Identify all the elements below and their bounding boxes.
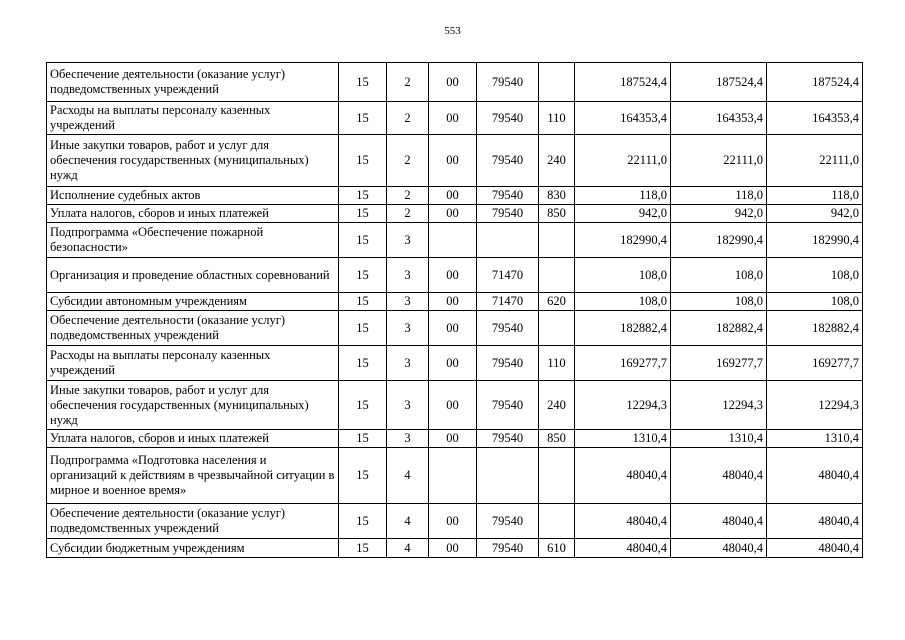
cell-target-article: 79540 [477,381,539,430]
table-row [47,504,863,539]
cell-section: 15 [339,187,387,205]
cell-program: 00 [429,205,477,223]
cell-section: 15 [339,223,387,258]
table-row [47,293,863,311]
cell-amount-3: 187524,4 [767,63,863,102]
cell-name: Иные закупки товаров, работ и услуг для обеспечения государственных (муниципальных) нужд [47,135,339,187]
cell-program: 00 [429,102,477,135]
cell-amount-3: 22111,0 [767,135,863,187]
cell-target-article: 79540 [477,205,539,223]
budget-table [46,62,863,558]
cell-amount-3: 108,0 [767,258,863,293]
cell-amount-3: 182990,4 [767,223,863,258]
cell-target-article: 79540 [477,187,539,205]
cell-section: 15 [339,311,387,346]
cell-amount-2: 48040,4 [671,539,767,558]
table-row [47,102,863,135]
cell-expense-type [539,448,575,504]
cell-amount-3: 108,0 [767,293,863,311]
cell-expense-type: 620 [539,293,575,311]
cell-section: 15 [339,504,387,539]
cell-section: 15 [339,258,387,293]
cell-section: 15 [339,539,387,558]
cell-expense-type: 830 [539,187,575,205]
cell-amount-2: 108,0 [671,258,767,293]
table-body [47,63,863,558]
cell-subsection: 4 [387,539,429,558]
cell-amount-1: 164353,4 [575,102,671,135]
cell-program: 00 [429,539,477,558]
cell-subsection: 4 [387,504,429,539]
cell-program: 00 [429,63,477,102]
cell-program [429,223,477,258]
cell-subsection: 2 [387,205,429,223]
cell-section: 15 [339,102,387,135]
cell-amount-1: 48040,4 [575,448,671,504]
cell-target-article: 79540 [477,504,539,539]
cell-target-article: 79540 [477,311,539,346]
cell-target-article: 79540 [477,539,539,558]
cell-amount-3: 942,0 [767,205,863,223]
cell-expense-type: 240 [539,135,575,187]
cell-name: Субсидии автономным учреждениям [47,293,339,311]
cell-program: 00 [429,258,477,293]
cell-expense-type: 610 [539,539,575,558]
cell-amount-1: 48040,4 [575,539,671,558]
cell-amount-3: 182882,4 [767,311,863,346]
cell-name: Расходы на выплаты персоналу казенных учреждений [47,102,339,135]
cell-subsection: 3 [387,346,429,381]
cell-amount-1: 182882,4 [575,311,671,346]
cell-amount-3: 12294,3 [767,381,863,430]
cell-program [429,448,477,504]
cell-amount-2: 48040,4 [671,504,767,539]
cell-amount-3: 48040,4 [767,448,863,504]
cell-amount-1: 942,0 [575,205,671,223]
cell-subsection: 3 [387,293,429,311]
cell-subsection: 2 [387,63,429,102]
table-row [47,539,863,558]
cell-program: 00 [429,135,477,187]
cell-amount-1: 108,0 [575,293,671,311]
cell-name: Обеспечение деятельности (оказание услуг) подведомственных учреждений [47,504,339,539]
cell-program: 00 [429,293,477,311]
cell-subsection: 3 [387,381,429,430]
cell-amount-1: 108,0 [575,258,671,293]
cell-subsection: 3 [387,311,429,346]
cell-amount-2: 187524,4 [671,63,767,102]
cell-expense-type: 240 [539,381,575,430]
cell-expense-type: 110 [539,102,575,135]
cell-name: Уплата налогов, сборов и иных платежей [47,430,339,448]
cell-amount-2: 182882,4 [671,311,767,346]
cell-target-article: 79540 [477,102,539,135]
cell-expense-type: 110 [539,346,575,381]
cell-amount-2: 1310,4 [671,430,767,448]
cell-name: Обеспечение деятельности (оказание услуг) подведомственных учреждений [47,63,339,102]
table-row [47,311,863,346]
cell-expense-type [539,223,575,258]
cell-amount-3: 1310,4 [767,430,863,448]
cell-amount-1: 187524,4 [575,63,671,102]
cell-amount-1: 118,0 [575,187,671,205]
table-row [47,187,863,205]
cell-expense-type [539,63,575,102]
cell-name: Обеспечение деятельности (оказание услуг) подведомственных учреждений [47,311,339,346]
cell-program: 00 [429,187,477,205]
cell-target-article: 79540 [477,430,539,448]
cell-amount-2: 22111,0 [671,135,767,187]
table-row [47,448,863,504]
cell-amount-2: 108,0 [671,293,767,311]
cell-name: Исполнение судебных актов [47,187,339,205]
cell-section: 15 [339,293,387,311]
table-row [47,63,863,102]
cell-amount-3: 48040,4 [767,504,863,539]
cell-amount-2: 182990,4 [671,223,767,258]
cell-amount-2: 12294,3 [671,381,767,430]
cell-name: Уплата налогов, сборов и иных платежей [47,205,339,223]
cell-target-article: 79540 [477,346,539,381]
table-row [47,430,863,448]
cell-section: 15 [339,448,387,504]
cell-amount-1: 12294,3 [575,381,671,430]
cell-expense-type [539,258,575,293]
cell-expense-type: 850 [539,430,575,448]
cell-amount-1: 182990,4 [575,223,671,258]
cell-amount-2: 118,0 [671,187,767,205]
cell-program: 00 [429,430,477,448]
cell-amount-3: 118,0 [767,187,863,205]
cell-program: 00 [429,346,477,381]
cell-amount-2: 169277,7 [671,346,767,381]
cell-expense-type: 850 [539,205,575,223]
cell-target-article: 79540 [477,63,539,102]
cell-name: Подпрограмма «Подготовка населения и организаций к действиям в чрезвычайной ситуации в мирное и военное время» [47,448,339,504]
cell-amount-3: 164353,4 [767,102,863,135]
cell-program: 00 [429,311,477,346]
cell-name: Иные закупки товаров, работ и услуг для обеспечения государственных (муниципальных) нужд [47,381,339,430]
table-row [47,223,863,258]
cell-amount-2: 164353,4 [671,102,767,135]
cell-amount-1: 22111,0 [575,135,671,187]
table-row [47,135,863,187]
cell-section: 15 [339,205,387,223]
cell-subsection: 2 [387,135,429,187]
table-row [47,381,863,430]
cell-section: 15 [339,430,387,448]
cell-program: 00 [429,381,477,430]
table-row [47,346,863,381]
cell-subsection: 3 [387,223,429,258]
cell-name: Субсидии бюджетным учреждениям [47,539,339,558]
cell-subsection: 4 [387,448,429,504]
cell-name: Подпрограмма «Обеспечение пожарной безопасности» [47,223,339,258]
cell-target-article: 71470 [477,293,539,311]
table-row [47,258,863,293]
cell-amount-1: 169277,7 [575,346,671,381]
cell-target-article [477,448,539,504]
cell-amount-3: 169277,7 [767,346,863,381]
cell-amount-3: 48040,4 [767,539,863,558]
cell-target-article: 71470 [477,258,539,293]
page-number: 553 [444,25,461,37]
cell-section: 15 [339,346,387,381]
table-row [47,205,863,223]
cell-section: 15 [339,135,387,187]
cell-amount-1: 1310,4 [575,430,671,448]
cell-amount-2: 48040,4 [671,448,767,504]
cell-subsection: 2 [387,187,429,205]
cell-expense-type [539,311,575,346]
cell-expense-type [539,504,575,539]
cell-section: 15 [339,381,387,430]
cell-target-article [477,223,539,258]
cell-section: 15 [339,63,387,102]
cell-name: Организация и проведение областных соревнований [47,258,339,293]
cell-program: 00 [429,504,477,539]
cell-subsection: 3 [387,430,429,448]
cell-name: Расходы на выплаты персоналу казенных учреждений [47,346,339,381]
cell-amount-1: 48040,4 [575,504,671,539]
cell-subsection: 2 [387,102,429,135]
cell-target-article: 79540 [477,135,539,187]
cell-subsection: 3 [387,258,429,293]
cell-amount-2: 942,0 [671,205,767,223]
